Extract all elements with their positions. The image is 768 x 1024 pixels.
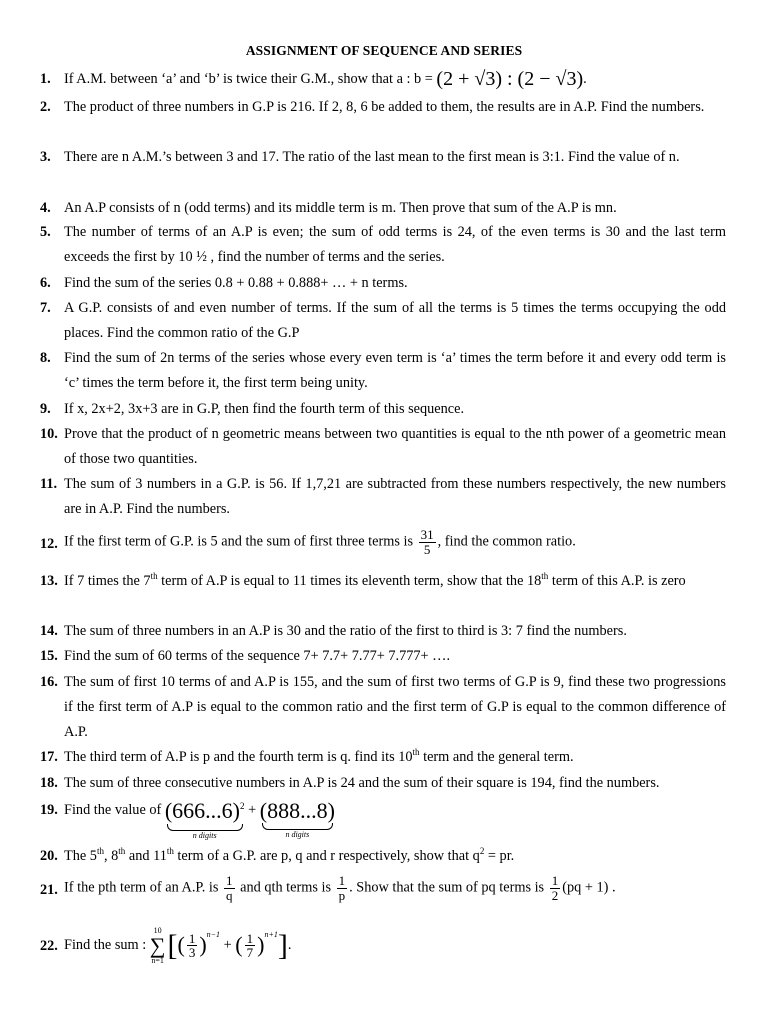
question-16 (40, 670, 726, 745)
question-number: 9. (40, 401, 51, 417)
question-text: The sum of three numbers in an A.P is 30 and the ratio of the first to third is 3: 7 find the numbers. (64, 623, 627, 639)
question-19 (40, 798, 726, 840)
question-number: 19. (40, 802, 58, 818)
question-number: 4. (40, 200, 51, 216)
question-11 (40, 472, 726, 522)
ordinal-suffix: th (118, 846, 126, 856)
question-22: 22. Find the sum : 10 ∑ n=1 [( $\frac{1}{3}$ )$^{n-1}$ + ( $\frac{1}{7}$ )$^{n+1}$]. (40, 925, 292, 965)
question-21 (40, 874, 726, 902)
fraction-1-over-3 (187, 932, 198, 960)
fraction-numerator: 1 (188, 930, 196, 946)
question-7 (40, 296, 726, 346)
question-number: 21. (40, 882, 58, 898)
fraction-denominator: 7 (246, 945, 254, 961)
question-number: 1. (40, 71, 51, 87)
repeated-six-term (165, 798, 245, 840)
question-number: 6. (40, 275, 51, 291)
question-text-end: . (583, 71, 587, 87)
question-4 (40, 196, 726, 221)
question-9 (40, 397, 726, 422)
fraction-denominator: 3 (188, 945, 196, 961)
question-text: term and the general term. (419, 749, 574, 765)
fraction-denominator: p (338, 887, 346, 903)
question-18 (40, 771, 726, 796)
question-text: The third term of A.P is p and the fourth term is q. find its 10 (64, 749, 413, 765)
question-3 (40, 145, 726, 170)
question-text: The product of three numbers in G.P is 216. If 2, 8, 6 be added to them, the results are in A.P. Find the numbers. (64, 99, 705, 115)
question-text: term of a G.P. are p, q and r respectively, show that q (173, 848, 480, 864)
ordinal-suffix: th (96, 846, 104, 856)
question-text: The sum of 3 numbers in a G.P. is 56. If 1,7,21 are subtracted from these numbers respectively, the new numbers are in A.P. Find the numbers. (64, 476, 726, 517)
fraction-numerator: 1 (246, 930, 254, 946)
question-text: If A.M. between ‘a’ and ‘b’ is twice their G.M., show that a : b = (64, 71, 433, 87)
question-6 (40, 271, 726, 296)
underbrace-label: n digits (285, 830, 310, 839)
question-text: term of A.P is equal to 11 times its eleventh term, show that the 18 (157, 573, 542, 589)
question-5 (40, 220, 726, 270)
question-13 (40, 569, 726, 594)
question-15 (40, 644, 726, 669)
left-bracket: [ (167, 929, 178, 962)
question-text: The number of terms of an A.P is even; the sum of odd terms is 24, of the even terms is 30 and the last term exceeds the first by 10 ½ , find the number of terms and the series. (64, 224, 726, 265)
question-text: Find the sum of the series 0.8 + 0.88 + 0.888+ … + n terms. (64, 275, 408, 291)
question-number: 14. (40, 623, 58, 639)
question-number: 8. (40, 350, 51, 366)
question-text: Prove that the product of n geometric means between two quantities is equal to the nth power of a geometric mean of those two quantities. (64, 426, 726, 467)
question-10 (40, 422, 726, 472)
plus-sign: + (223, 937, 232, 954)
question-8 (40, 346, 726, 396)
question-number: 12. (40, 536, 58, 552)
question-text: Find the sum of 2n terms of the series whose every even term is ‘a’ times the term before it and every odd term is ‘c’ times the term before it, the first term being unity. (64, 350, 726, 391)
sigma-icon: ∑ (149, 932, 166, 958)
question-text: There are n A.M.’s between 3 and 17. The ratio of the last mean to the first mean is 3:1. Find the value of n. (64, 149, 680, 165)
sum-upper-limit: 10 (153, 925, 162, 935)
question-20 (40, 844, 726, 869)
question-text: A G.P. consists of and even number of terms. If the sum of all the terms is 5 times the terms occupying the odd places. Find the common ratio of the G.P (64, 300, 726, 341)
fraction-1-over-p (337, 874, 348, 902)
question-text: Find the sum : (64, 937, 147, 954)
question-text: The sum of first 10 terms of and A.P is 155, and the sum of first two terms of G.P is 9, find these two progressions if the first term of A.P is equal to the common ratio and the first term of G.P is equal to the common difference of A.P. (64, 674, 726, 740)
question-text: The sum of three consecutive numbers in A.P is 24 and the sum of their square is 194, find the numbers. (64, 775, 660, 791)
question-text: , 8 (103, 848, 119, 864)
underbrace-label: n digits (192, 831, 217, 840)
plus-sign: + (248, 802, 257, 818)
fraction-numerator: 1 (338, 873, 346, 888)
exponent: 2 (240, 801, 245, 811)
fraction-numerator: 1 (551, 873, 559, 888)
fraction-denominator: q (226, 887, 233, 903)
six-digits-expression: (666...6) (164, 798, 241, 823)
ordinal-suffix: th (412, 747, 420, 757)
question-text: If the pth term of an A.P. is (64, 879, 219, 896)
question-text: If the first term of G.P. is 5 and the sum of first three terms is (64, 533, 414, 550)
page-title: ASSIGNMENT OF SEQUENCE AND SERIES (245, 43, 523, 58)
question-number: 16. (40, 674, 58, 690)
question-number: 7. (40, 300, 51, 316)
question-text: (pq + 1) . (562, 879, 616, 896)
question-number: 2. (40, 99, 51, 115)
underbrace (262, 823, 333, 830)
question-text: Find the value of (64, 802, 162, 818)
exponent: n−1 (206, 930, 221, 939)
question-number: 17. (40, 749, 58, 765)
question-text: term of this A.P. is zero (548, 573, 686, 589)
fraction-31-over-5 (419, 528, 436, 556)
fraction-denominator: 2 (551, 887, 559, 903)
ordinal-suffix: th (166, 846, 174, 856)
question-14 (40, 619, 726, 644)
question-number: 22. (40, 938, 58, 954)
question-text: and 11 (125, 848, 167, 864)
question-17 (40, 745, 726, 770)
question-number: 11. (40, 476, 58, 492)
question-text: If 7 times the 7 (64, 573, 151, 589)
underbrace (167, 824, 243, 831)
question-2 (40, 95, 726, 120)
eight-digits-expression: (888...8) (259, 798, 335, 823)
question-number: 15. (40, 648, 58, 664)
right-bracket: ] (277, 929, 288, 962)
question-number: 10. (40, 426, 58, 442)
exponent: n+1 (264, 930, 278, 939)
question-text: An A.P consists of n (odd terms) and its middle term is m. Then prove that sum of the A.P is mn. (64, 200, 617, 216)
question-text: . Show that the sum of pq terms is (349, 879, 545, 896)
repeated-eight-term (260, 798, 335, 839)
question-text: and qth terms is (240, 879, 332, 896)
exponent: 2 (479, 846, 485, 856)
fraction-denominator: 5 (423, 541, 431, 557)
question-text: = pr. (484, 848, 515, 864)
fraction-1-over-7 (245, 932, 256, 960)
question-text: Find the sum of 60 terms of the sequence 7+ 7.7+ 7.77+ 7.777+ …. (64, 648, 451, 664)
ordinal-suffix: th (150, 571, 158, 581)
question-text: If x, 2x+2, 3x+3 are in G.P, then find the fourth term of this sequence. (64, 401, 465, 417)
question-12 (40, 528, 726, 556)
question-text: The 5 (64, 848, 97, 864)
ordinal-suffix: th (541, 571, 549, 581)
question-text-end: , find the common ratio. (437, 533, 576, 550)
question-number: 18. (40, 775, 58, 791)
sum-lower-limit: n=1 (151, 955, 164, 965)
ratio-expression: (2 + √3) : (2 − √3) (436, 68, 584, 90)
fraction-1-over-q (224, 874, 235, 902)
summation-symbol (150, 927, 166, 965)
question-number: 20. (40, 848, 58, 864)
question-number: 13. (40, 573, 58, 589)
question-text-end: . (287, 937, 292, 954)
question-1 (40, 67, 726, 92)
question-number: 3. (40, 149, 51, 165)
fraction-1-over-2 (550, 874, 561, 902)
fraction-numerator: 1 (226, 873, 233, 888)
fraction-numerator: 31 (420, 527, 434, 542)
question-number: 5. (40, 224, 51, 240)
